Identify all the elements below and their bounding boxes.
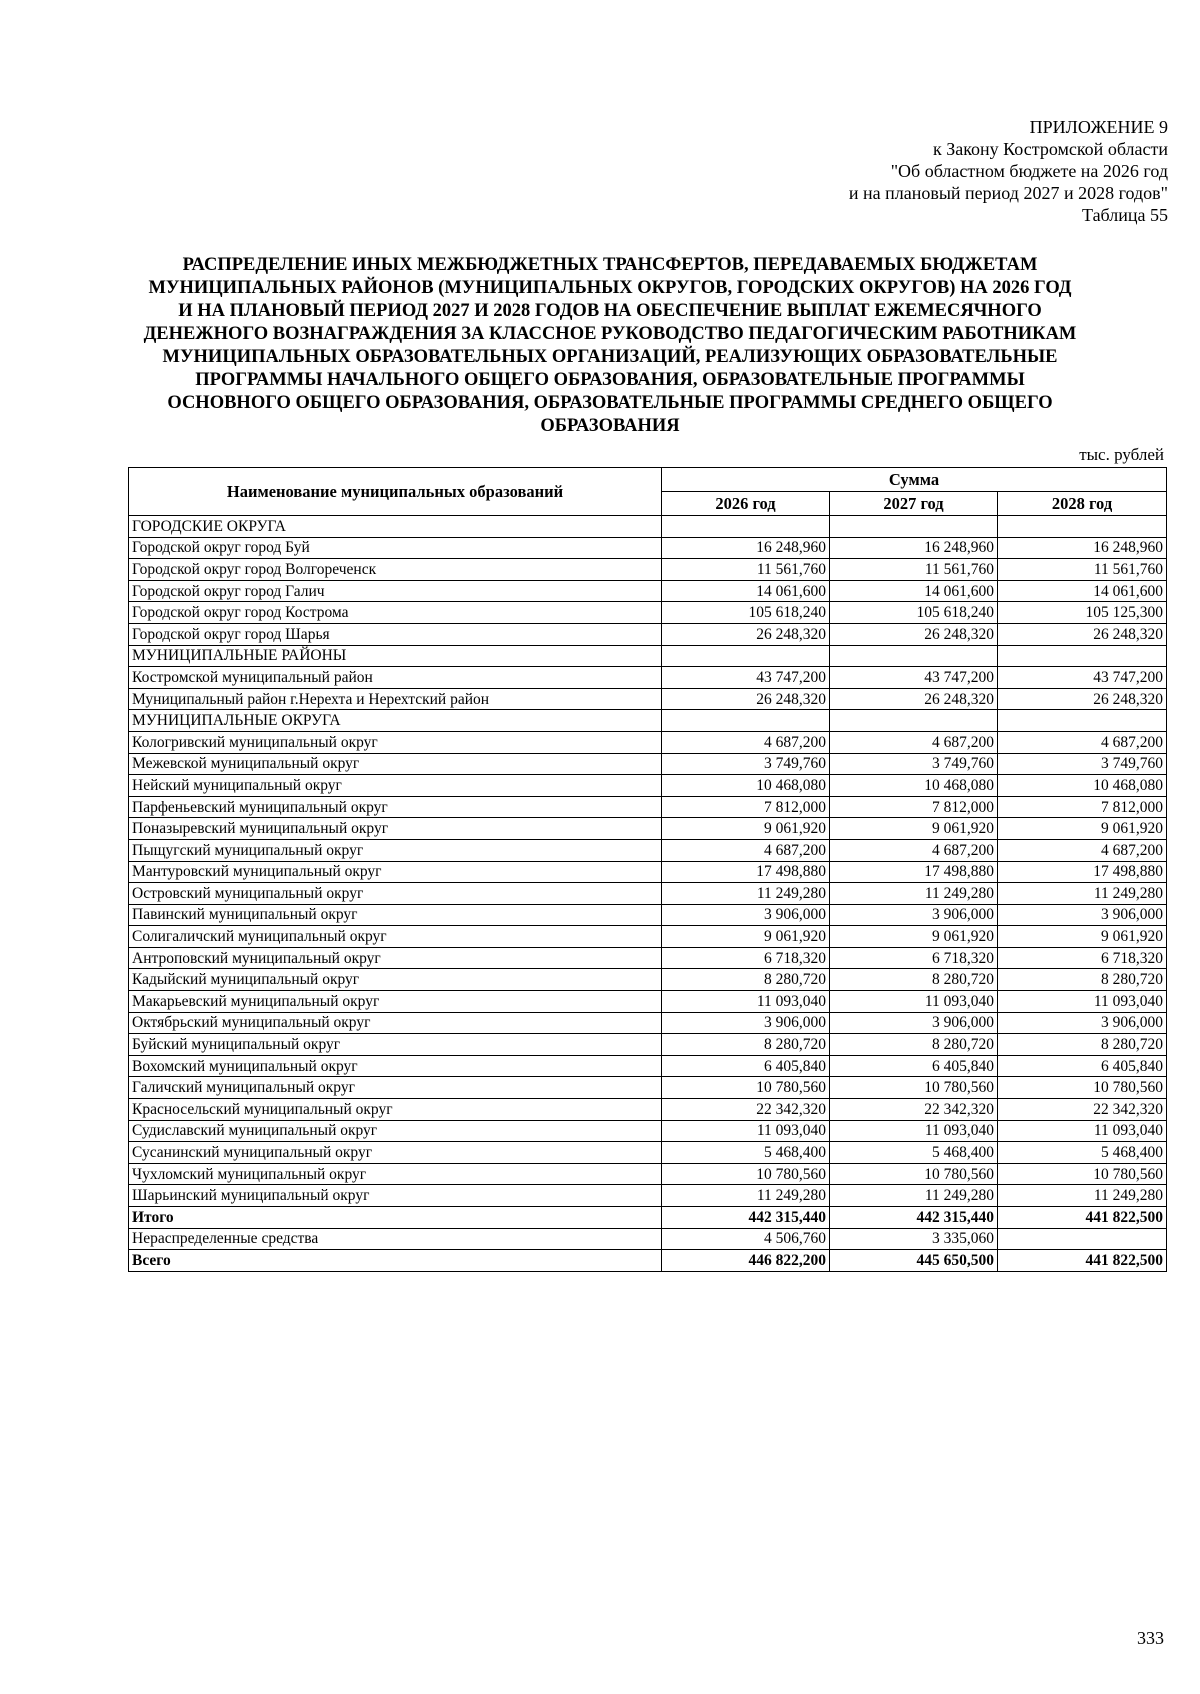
amount-cell: 6 405,840: [662, 1055, 830, 1077]
amount-cell: 9 061,920: [662, 818, 830, 840]
amount-cell: 9 061,920: [998, 818, 1167, 840]
amount-cell: 6 718,320: [998, 947, 1167, 969]
table-row: [129, 602, 1167, 624]
amount-cell: 11 093,040: [830, 991, 998, 1013]
amount-cell: 9 061,920: [830, 926, 998, 948]
row-name: Солигаличский муниципальный округ: [129, 926, 662, 948]
table-row: [129, 1077, 1167, 1099]
amount-cell: 11 249,280: [662, 883, 830, 905]
amount-cell: [998, 516, 1167, 538]
row-name: Буйский муниципальный округ: [129, 1034, 662, 1056]
amount-cell: 11 093,040: [830, 1120, 998, 1142]
row-name: ГОРОДСКИЕ ОКРУГА: [129, 516, 662, 538]
row-name: Островский муниципальный округ: [129, 883, 662, 905]
amount-cell: 10 780,560: [662, 1077, 830, 1099]
amount-cell: 11 093,040: [998, 991, 1167, 1013]
table-row: [129, 904, 1167, 926]
table-row: [129, 1207, 1167, 1229]
row-name: Городской округ город Буй: [129, 537, 662, 559]
amount-cell: 441 822,500: [998, 1207, 1167, 1229]
amount-cell: 4 687,200: [998, 731, 1167, 753]
row-name: Судиславский муниципальный округ: [129, 1120, 662, 1142]
document-title: [110, 254, 1110, 438]
table-row: [129, 861, 1167, 883]
amount-cell: 8 280,720: [830, 1034, 998, 1056]
title-line: ОБРАЗОВАНИЯ: [540, 416, 680, 436]
amount-cell: 11 093,040: [998, 1120, 1167, 1142]
table-row: [129, 667, 1167, 689]
row-name: Муниципальный район г.Нерехта и Нерехтский район: [129, 688, 662, 710]
row-name: Антроповский муниципальный округ: [129, 947, 662, 969]
column-header-year: 2027 год: [830, 492, 998, 516]
row-name: Нейский муниципальный округ: [129, 775, 662, 797]
amount-cell: 5 468,400: [830, 1142, 998, 1164]
table-row: [129, 645, 1167, 667]
table-body: [129, 516, 1167, 1272]
amount-cell: 4 687,200: [662, 839, 830, 861]
amount-cell: [662, 516, 830, 538]
amount-cell: 441 822,500: [998, 1250, 1167, 1272]
amount-cell: 10 780,560: [662, 1163, 830, 1185]
row-name: Поназыревский муниципальный округ: [129, 818, 662, 840]
table-row: [129, 580, 1167, 602]
amount-cell: 10 780,560: [830, 1077, 998, 1099]
amount-cell: [830, 516, 998, 538]
amount-cell: 11 249,280: [830, 1185, 998, 1207]
row-name: Шарьинский муниципальный округ: [129, 1185, 662, 1207]
amount-cell: 14 061,600: [662, 580, 830, 602]
row-name: Чухломский муниципальный округ: [129, 1163, 662, 1185]
table-row: [129, 818, 1167, 840]
amount-cell: 9 061,920: [662, 926, 830, 948]
amount-cell: 26 248,320: [662, 623, 830, 645]
amount-cell: 446 822,200: [662, 1250, 830, 1272]
row-name: Октябрьский муниципальный округ: [129, 1012, 662, 1034]
amount-cell: 10 468,080: [662, 775, 830, 797]
amount-cell: 6 405,840: [830, 1055, 998, 1077]
amount-cell: 3 749,760: [662, 753, 830, 775]
row-name: Городской округ город Шарья: [129, 623, 662, 645]
amount-cell: 8 280,720: [830, 969, 998, 991]
amount-cell: 8 280,720: [662, 1034, 830, 1056]
row-name: Городской округ город Галич: [129, 580, 662, 602]
amount-cell: 10 780,560: [998, 1163, 1167, 1185]
table-row: [129, 839, 1167, 861]
amount-cell: 9 061,920: [830, 818, 998, 840]
row-name: Межевской муниципальный округ: [129, 753, 662, 775]
table-row: [129, 1185, 1167, 1207]
amount-cell: 3 749,760: [830, 753, 998, 775]
amount-cell: 17 498,880: [998, 861, 1167, 883]
amount-cell: 4 687,200: [830, 839, 998, 861]
amount-cell: 6 718,320: [830, 947, 998, 969]
amount-cell: 26 248,320: [830, 623, 998, 645]
amount-cell: 10 468,080: [830, 775, 998, 797]
amount-cell: 26 248,320: [662, 688, 830, 710]
table-row: [129, 796, 1167, 818]
amount-cell: 3 906,000: [662, 904, 830, 926]
appendix-number: ПРИЛОЖЕНИЕ 9: [1029, 117, 1168, 137]
table-row: [129, 883, 1167, 905]
amount-cell: 3 906,000: [998, 904, 1167, 926]
row-name: Городской округ город Волгореченск: [129, 559, 662, 581]
amount-cell: 14 061,600: [830, 580, 998, 602]
amount-cell: 3 906,000: [662, 1012, 830, 1034]
units-label: тыс. рублей: [1079, 445, 1164, 464]
column-header-year: 2026 год: [662, 492, 830, 516]
amount-cell: 11 561,760: [662, 559, 830, 581]
table-row: [129, 731, 1167, 753]
row-name: Павинский муниципальный округ: [129, 904, 662, 926]
title-line: ОСНОВНОГО ОБЩЕГО ОБРАЗОВАНИЯ, ОБРАЗОВАТЕЛЬНЫЕ ПРОГРАММЫ СРЕДНЕГО ОБЩЕГО: [167, 393, 1053, 413]
amount-cell: 10 780,560: [830, 1163, 998, 1185]
amount-cell: 43 747,200: [662, 667, 830, 689]
title-line: РАСПРЕДЕЛЕНИЕ ИНЫХ МЕЖБЮДЖЕТНЫХ ТРАНСФЕРТОВ, ПЕРЕДАВАЕМЫХ БЮДЖЕТАМ: [182, 255, 1038, 275]
table-row: [129, 688, 1167, 710]
amount-cell: [662, 645, 830, 667]
amount-cell: 8 280,720: [998, 969, 1167, 991]
row-name: МУНИЦИПАЛЬНЫЕ РАЙОНЫ: [129, 645, 662, 667]
table-row: [129, 969, 1167, 991]
amount-cell: [998, 710, 1167, 732]
amount-cell: 43 747,200: [830, 667, 998, 689]
amount-cell: [830, 645, 998, 667]
amount-cell: 11 249,280: [830, 883, 998, 905]
row-name: Сусанинский муниципальный округ: [129, 1142, 662, 1164]
table-number: Таблица 55: [1082, 205, 1168, 225]
amount-cell: 5 468,400: [662, 1142, 830, 1164]
amount-cell: 26 248,320: [830, 688, 998, 710]
table-row: [129, 1250, 1167, 1272]
table-row: [129, 1012, 1167, 1034]
table-row: [129, 1099, 1167, 1121]
table-row: [129, 559, 1167, 581]
title-line: МУНИЦИПАЛЬНЫХ РАЙОНОВ (МУНИЦИПАЛЬНЫХ ОКРУГОВ, ГОРОДСКИХ ОКРУГОВ) НА 2026 ГОД: [148, 278, 1072, 298]
amount-cell: 10 468,080: [998, 775, 1167, 797]
table-row: [129, 753, 1167, 775]
table-row: [129, 1120, 1167, 1142]
amount-cell: 4 506,760: [662, 1228, 830, 1250]
amount-cell: 11 249,280: [998, 1185, 1167, 1207]
row-name: Галичский муниципальный округ: [129, 1077, 662, 1099]
row-name: Красносельский муниципальный округ: [129, 1099, 662, 1121]
amount-cell: 7 812,000: [998, 796, 1167, 818]
table-row: [129, 516, 1167, 538]
row-name: Парфеньевский муниципальный округ: [129, 796, 662, 818]
row-name: Макарьевский муниципальный округ: [129, 991, 662, 1013]
amount-cell: 7 812,000: [830, 796, 998, 818]
appendix-law: к Закону Костромской области: [932, 139, 1168, 159]
row-name: Городской округ город Кострома: [129, 602, 662, 624]
amount-cell: 3 906,000: [830, 904, 998, 926]
table-row: [129, 991, 1167, 1013]
amount-cell: 7 812,000: [662, 796, 830, 818]
amount-cell: 8 280,720: [662, 969, 830, 991]
table-row: [129, 947, 1167, 969]
column-header-year: 2028 год: [998, 492, 1167, 516]
appendix-header: [849, 116, 1168, 226]
table-row: [129, 1142, 1167, 1164]
table-row: [129, 623, 1167, 645]
amount-cell: 105 125,300: [998, 602, 1167, 624]
table-row: [129, 1163, 1167, 1185]
amount-cell: 10 780,560: [998, 1077, 1167, 1099]
table-row: [129, 537, 1167, 559]
page-number: 333: [1137, 1628, 1164, 1648]
row-name: Всего: [129, 1250, 662, 1272]
amount-cell: 17 498,880: [830, 861, 998, 883]
amount-cell: 8 280,720: [998, 1034, 1167, 1056]
title-line: ПРОГРАММЫ НАЧАЛЬНОГО ОБЩЕГО ОБРАЗОВАНИЯ, ОБРАЗОВАТЕЛЬНЫЕ ПРОГРАММЫ: [195, 370, 1025, 390]
row-name: Кологривский муниципальный округ: [129, 731, 662, 753]
column-header-name: Наименование муниципальных образований: [129, 468, 662, 516]
amount-cell: 16 248,960: [830, 537, 998, 559]
amount-cell: 442 315,440: [830, 1207, 998, 1229]
amount-cell: 442 315,440: [662, 1207, 830, 1229]
amount-cell: 4 687,200: [830, 731, 998, 753]
amount-cell: 14 061,600: [998, 580, 1167, 602]
amount-cell: 4 687,200: [662, 731, 830, 753]
table-row: [129, 775, 1167, 797]
amount-cell: 5 468,400: [998, 1142, 1167, 1164]
amount-cell: [662, 710, 830, 732]
appendix-law-title-1: "Об областном бюджете на 2026 год: [890, 161, 1168, 181]
table-row: [129, 1228, 1167, 1250]
row-name: Итого: [129, 1207, 662, 1229]
amount-cell: 16 248,960: [998, 537, 1167, 559]
amount-cell: 11 093,040: [662, 991, 830, 1013]
row-name: МУНИЦИПАЛЬНЫЕ ОКРУГА: [129, 710, 662, 732]
amount-cell: 11 249,280: [662, 1185, 830, 1207]
row-name: Пыщугский муниципальный округ: [129, 839, 662, 861]
amount-cell: 43 747,200: [998, 667, 1167, 689]
amount-cell: 26 248,320: [998, 623, 1167, 645]
table-row: [129, 1034, 1167, 1056]
amount-cell: 3 749,760: [998, 753, 1167, 775]
table-row: [129, 926, 1167, 948]
amount-cell: 22 342,320: [830, 1099, 998, 1121]
column-header-sum: Сумма: [662, 468, 1167, 492]
amount-cell: 9 061,920: [998, 926, 1167, 948]
amount-cell: 11 561,760: [998, 559, 1167, 581]
row-name: Мантуровский муниципальный округ: [129, 861, 662, 883]
amount-cell: 11 093,040: [662, 1120, 830, 1142]
amount-cell: [998, 1228, 1167, 1250]
amount-cell: 3 335,060: [830, 1228, 998, 1250]
table-row: [129, 710, 1167, 732]
amount-cell: 105 618,240: [830, 602, 998, 624]
budget-table: [128, 467, 1167, 1272]
amount-cell: 4 687,200: [998, 839, 1167, 861]
amount-cell: 3 906,000: [998, 1012, 1167, 1034]
amount-cell: [830, 710, 998, 732]
amount-cell: 6 405,840: [998, 1055, 1167, 1077]
title-line: И НА ПЛАНОВЫЙ ПЕРИОД 2027 И 2028 ГОДОВ НА ОБЕСПЕЧЕНИЕ ВЫПЛАТ ЕЖЕМЕСЯЧНОГО: [178, 301, 1042, 321]
amount-cell: [998, 645, 1167, 667]
amount-cell: 105 618,240: [662, 602, 830, 624]
row-name: Кадыйский муниципальный округ: [129, 969, 662, 991]
amount-cell: 11 249,280: [998, 883, 1167, 905]
title-line: МУНИЦИПАЛЬНЫХ ОБРАЗОВАТЕЛЬНЫХ ОРГАНИЗАЦИЙ, РЕАЛИЗУЮЩИХ ОБРАЗОВАТЕЛЬНЫЕ: [162, 347, 1058, 367]
amount-cell: 22 342,320: [998, 1099, 1167, 1121]
row-name: Вохомский муниципальный округ: [129, 1055, 662, 1077]
amount-cell: 16 248,960: [662, 537, 830, 559]
title-line: ДЕНЕЖНОГО ВОЗНАГРАЖДЕНИЯ ЗА КЛАССНОЕ РУКОВОДСТВО ПЕДАГОГИЧЕСКИМ РАБОТНИКАМ: [143, 324, 1077, 344]
row-name: Нераспределенные средства: [129, 1228, 662, 1250]
amount-cell: 26 248,320: [998, 688, 1167, 710]
amount-cell: 445 650,500: [830, 1250, 998, 1272]
row-name: Костромской муниципальный район: [129, 667, 662, 689]
amount-cell: 6 718,320: [662, 947, 830, 969]
appendix-law-title-2: и на плановый период 2027 и 2028 годов": [848, 183, 1168, 203]
amount-cell: 11 561,760: [830, 559, 998, 581]
amount-cell: 17 498,880: [662, 861, 830, 883]
amount-cell: 3 906,000: [830, 1012, 998, 1034]
amount-cell: 22 342,320: [662, 1099, 830, 1121]
table-row: [129, 1055, 1167, 1077]
